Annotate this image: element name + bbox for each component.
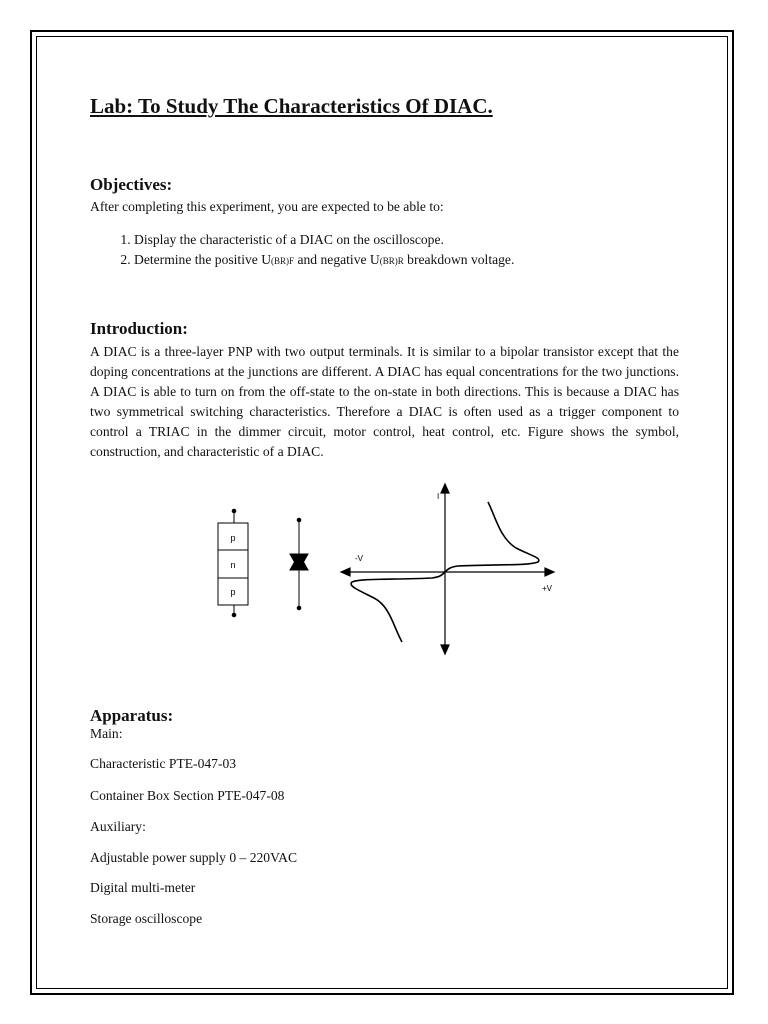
diac-symbol	[290, 518, 308, 610]
layer-label-bottom: p	[230, 587, 236, 597]
apparatus-aux-item-2: Digital multi-meter	[90, 880, 196, 895]
diac-figure	[200, 478, 580, 658]
layer-label-top: p	[230, 533, 236, 543]
apparatus-main-item-1: Characteristic PTE-047-03	[90, 756, 237, 771]
apparatus-main-label: Main:	[90, 726, 123, 741]
apparatus-heading: Apparatus:	[90, 706, 174, 725]
objective-2-sub1: (BR)F	[271, 256, 295, 266]
apparatus-aux-item-1: Adjustable power supply 0 – 220VAC	[90, 850, 298, 865]
diac-characteristic-graph	[341, 484, 554, 654]
page-title: Lab: To Study The Characteristics Of DIAC.	[90, 94, 493, 118]
objective-2-sub2: (BR)R	[379, 256, 404, 266]
layer-label-middle: n	[230, 560, 236, 570]
axis-label-neg-v: -V	[355, 554, 363, 563]
bottom-terminal-dot	[232, 613, 236, 617]
objective-2-pre: Determine the positive U	[134, 252, 272, 267]
introduction-heading: Introduction:	[90, 319, 188, 338]
apparatus-aux-label: Auxiliary:	[90, 819, 146, 834]
axis-label-i: I	[437, 492, 440, 501]
objective-2-mid: and negative U	[294, 252, 380, 267]
axis-label-pos-v: +V	[542, 584, 553, 593]
objective-1-text: Display the characteristic of a DIAC on the oscilloscope.	[134, 232, 444, 247]
objectives-list	[90, 230, 680, 271]
apparatus-main-item-2: Container Box Section PTE-047-08	[90, 788, 285, 803]
objectives-intro: After completing this experiment, you are expected to be able to:	[90, 199, 444, 214]
apparatus-aux-item-3: Storage oscilloscope	[90, 911, 203, 926]
objective-item-1	[134, 230, 680, 250]
introduction-paragraph: A DIAC is a three-layer PNP with two output terminals. It is similar to a bipolar transistor except that the doping concentrations at the junctions are different. A DIAC has equal concentrations for the two junctions. A DIAC is able to turn on from the off-state to the on-state in both directions. This is because a DIAC has two symmetrical switching characteristics. Therefore a DIAC is often used as a trigger component to control a TRIAC in the dimmer circuit, motor control, heat control, etc. Figure shows the symbol, construction, and characteristic of a DIAC.	[90, 344, 679, 459]
objectives-heading: Objectives:	[90, 175, 173, 194]
objective-item-2	[134, 250, 680, 271]
objective-2-post: breakdown voltage.	[403, 252, 515, 267]
